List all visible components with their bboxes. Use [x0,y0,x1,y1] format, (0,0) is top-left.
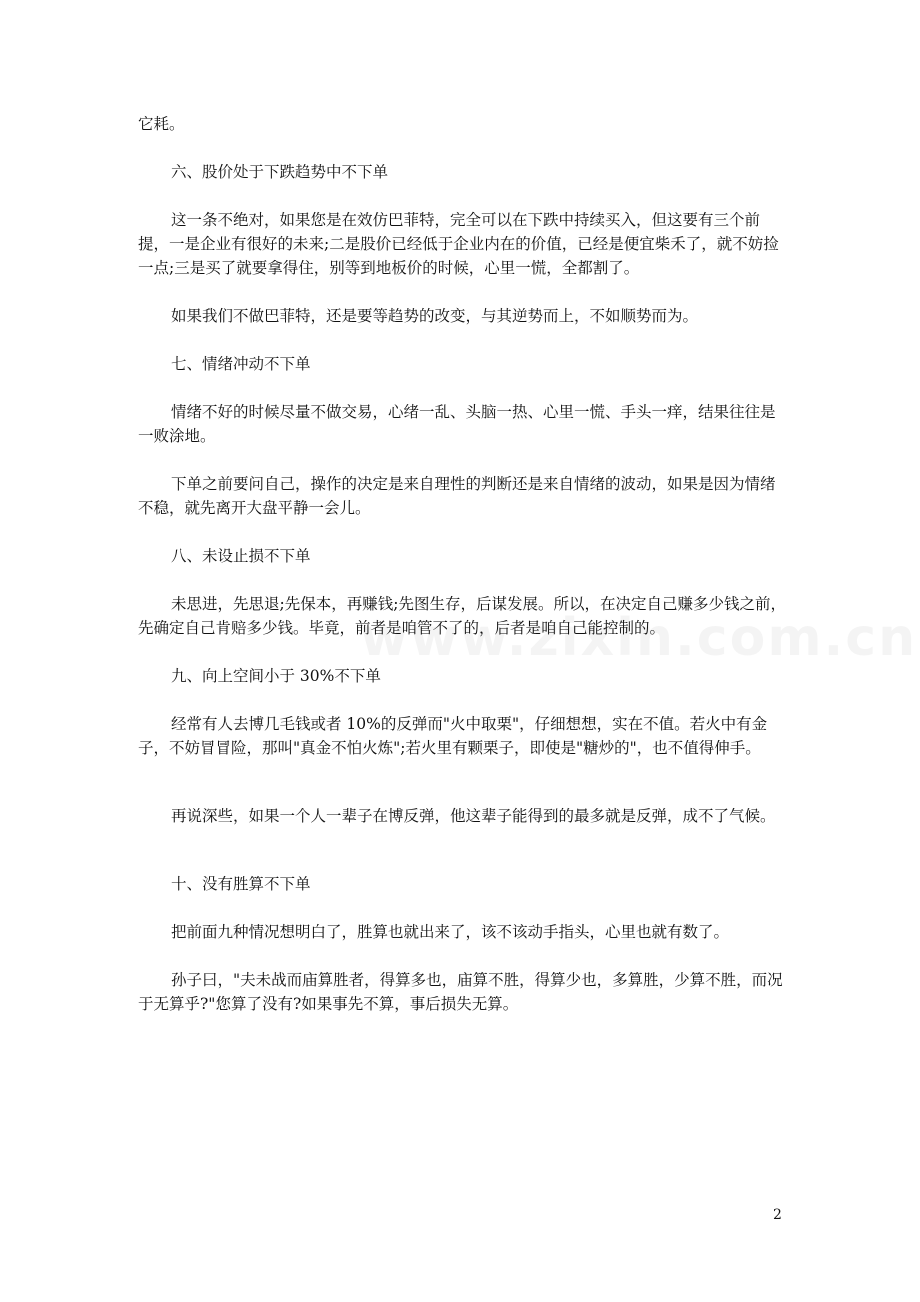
paragraph-continuation: 它耗。 [138,115,185,133]
page-number: 2 [773,1207,782,1223]
paragraph: 未思进，先思退;先保本，再赚钱;先图生存，后谋发展。所以，在决定自己赚多少钱之前，先确定自己肯赔多少钱。毕竟，前者是咱管不了的，后者是咱自己能控制的。 [138,595,786,637]
paragraph: 把前面九种情况想明白了，胜算也就出来了，该不该动手指头，心里也就有数了。 [171,923,730,941]
paragraph: 孙子曰，"夫未战而庙算胜者，得算多也，庙算不胜，得算少也，多算胜，少算不胜，而况于无算乎?"您算了没有?如果事先不算，事后损失无算。 [138,971,783,1013]
section-heading-9: 九、向上空间小于 30%不下单 [171,667,381,685]
section-heading-7: 七、情绪冲动不下单 [171,355,311,373]
paragraph: 下单之前要问自己，操作的决定是来自理性的判断还是来自情绪的波动，如果是因为情绪不稳，就先离开大盘平静一会儿。 [138,475,776,517]
section-heading-6: 六、股价处于下跌趋势中不下单 [171,163,389,181]
paragraph: 如果我们不做巴菲特，还是要等趋势的改变，与其逆势而上，不如顺势而为。 [171,307,699,325]
paragraph: 再说深些，如果一个人一辈子在博反弹，他这辈子能得到的最多就是反弹，成不了气候。 [171,807,776,825]
paragraph: 这一条不绝对，如果您是在效仿巴菲特，完全可以在下跌中持续买入，但这要有三个前提，一是企业有很好的未来;二是股价已经低于企业内在的价值，已经是便宜柴禾了，就不妨捡一点;三是买了就要拿得住，别等到地板价的时候，心里一慌，全都割了。 [138,211,779,277]
section-heading-10: 十、没有胜算不下单 [171,875,311,893]
document-body [138,112,788,1016]
section-heading-8: 八、未设止损不下单 [171,547,311,565]
paragraph: 经常有人去博几毛钱或者 10%的反弹而"火中取栗"，仔细想想，实在不值。若火中有金子，不妨冒冒险，那叫"真金不怕火炼";若火里有颗栗子，即使是"糖炒的"，也不值得伸手。 [138,715,768,757]
paragraph: 情绪不好的时候尽量不做交易，心绪一乱、头脑一热、心里一慌、手头一痒，结果往往是一败涂地。 [138,403,776,445]
